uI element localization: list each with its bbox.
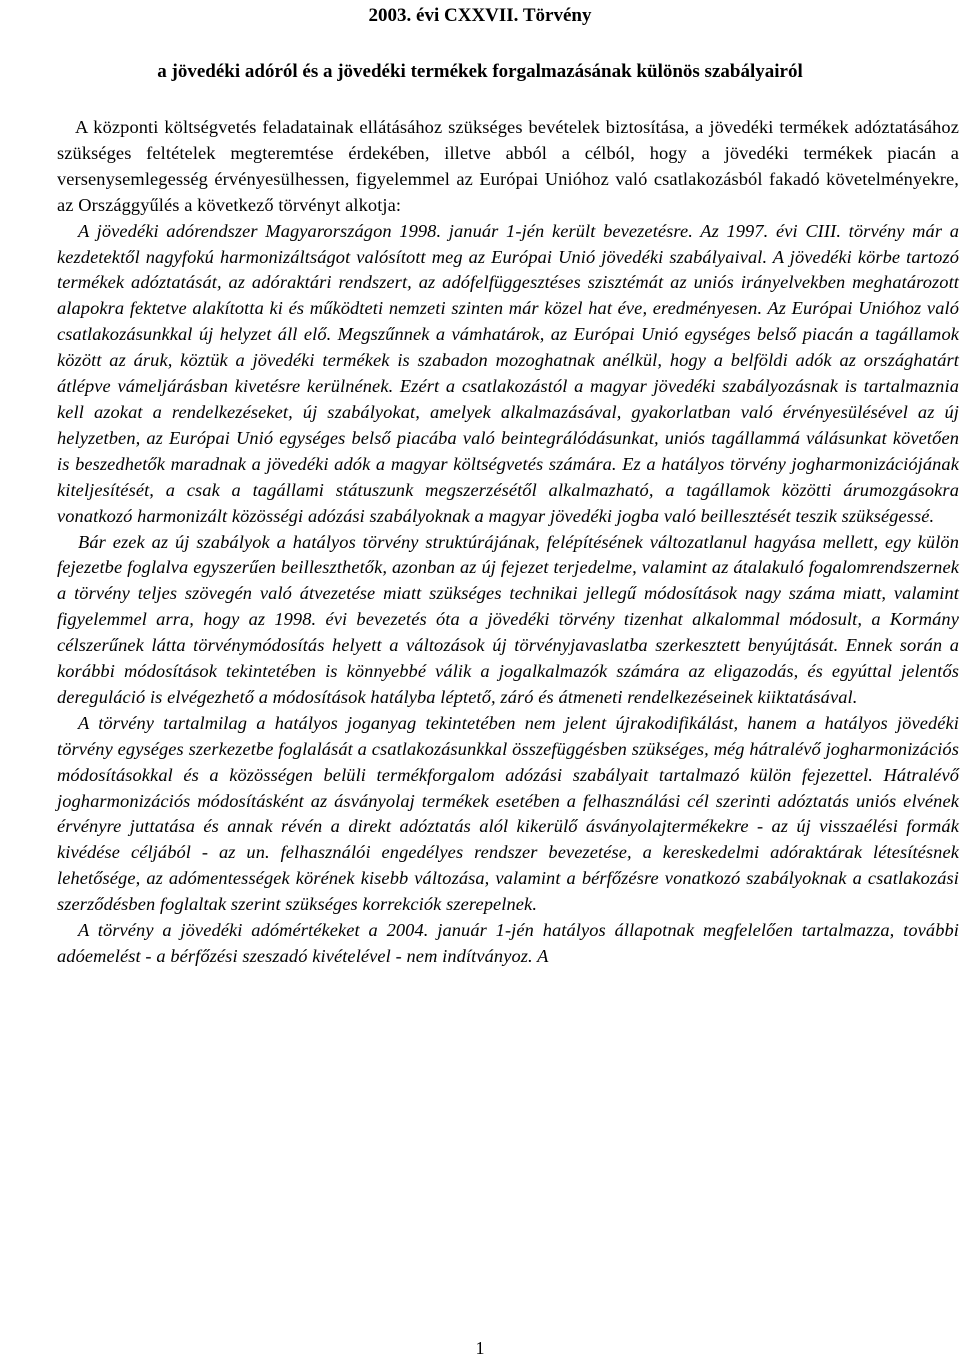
reasoning-paragraph: A törvény tartalmilag a hatályos joganyag tekintetében nem jelent újrakodifikálást, hanem a hatályos jövedéki törvény egységes szerkezetbe foglalását a csatlakozásunkkal összefüggésben szükséges, még hátralévő jogharmonizációs módosításokkal és a közösségen belüli termékforgalom adózási szabályait tartalmazó külön fejezettel. Hátralévő jogharmonizációs módosításként az ásványolaj termékek esetében a felhasználási cél szerinti adóztatás uniós elvének érvényre juttatása és annak révén a direkt adóztatás alól kikerülő ásványolajtermékekre - az új visszaélési formák kivédése céljából - az un. felhasználói engedélyes rendszer bevezetése, a kereskedelmi adóraktárak létesítésnek lehetősége, az adómentességek körének kisebb változása, valamint a bérfőzésre vonatkozó szabályoknak a csatlakozási szerződésben foglaltak szerint szükséges korrekciók szerepelnek. <box>57 712 959 915</box>
reasoning-paragraph: Bár ezek az új szabályok a hatályos törvény struktúrájának, felépítésének változatlanul hagyása mellett, egy külön fejezetbe foglalva egyszerűen beilleszthetők, azonban az új fejezet terjedelme, valamint az átalakuló fogalomrendszernek a törvény teljes szövegén való átvezetése miatt szükséges technikai jellegű módosítások nagy száma miatt, valamint figyelemmel arra, hogy az 1998. évi bevezetés óta a jövedéki törvény tizenhat alkalommal módosult, a Kormány célszerűnek látta törvénymódosítás helyett a változások új törvényjavaslatba szerkesztett benyújtását. Ennek során a korábbi módosítások tekintetében is könnyebbé válik a jogalkalmazók számára az eligazodás, és egyúttal jelentős dereguláció is elvégezhető a módosítások hatályba léptető, záró és átmeneti rendelkezéseinek kiiktatásával. <box>57 531 959 707</box>
page-number: 1 <box>475 1338 485 1358</box>
page-title: 2003. évi CXXVII. Törvény <box>368 5 592 26</box>
preamble-paragraph: A központi költségvetés feladatainak ellátásához szükséges bevételek biztosítása, a jövedéki termékek adóztatásához szükséges feltételek megteremtése érdekében, illetve abból a célból, hogy a jövedéki termékek piacán a versenysemlegesség érvényesülhessen, figyelemmel az Európai Unióhoz való csatlakozásból fakadó követelményekre, az Országgyűlés a következő törvényt alkotja: <box>57 117 959 215</box>
document-body <box>57 115 959 970</box>
page-subtitle: a jövedéki adóról és a jövedéki termékek forgalmazásának különös szabályairól <box>157 61 803 82</box>
reasoning-paragraph: A jövedéki adórendszer Magyarországon 1998. január 1-jén került bevezetésre. Az 1997. évi CIII. törvény már a kezdetektől nagyfokú harmonizáltságot valósított meg az Európai Unió jövedéki szabályaival. A jövedéki körbe tartozó termékek adóztatását, az adóraktári rendszert, az adófelfüggesztéses szisztémát az uniós irányelvekben meghatározott alapokra fektetve alakította ki és működteti nemzeti szinten már közel hat éve, eredményesen. Az Európai Unióhoz való csatlakozásunkkal új helyzet áll elő. Megszűnnek a vámhatárok, az Európai Unió egységes belső piacán a tagállamok között az áruk, köztük a jövedéki termékek is szabadon mozoghatnak anélkül, hogy a belföldi adók az országhatárt átlépve vámeljárásban kivetésre kerülnének. Ezért a csatlakozástól a magyar jövedéki szabályozásnak is tartalmaznia kell azokat a rendelkezéseket, új szabályokat, amelyek alkalmazásával, gyakorlatban való érvényesülésével az új helyzetben, az Európai Unió egységes belső piacába való beintegrálódásunkat, uniós tagállammá válásunkat követően is beszedhetők maradnak a jövedéki adók a magyar költségvetés számára. Ez a hatályos törvény jogharmonizációjának kiteljesítését, a csak a tagállami státuszunk megszerzésétől alkalmazható, a tagállamok közötti árumozgásokra vonatkozó harmonizált közösségi adózási szabályoknak a magyar jövedéki jogba való beillesztését teszik szükségessé. <box>57 220 959 526</box>
reasoning-paragraph: A törvény a jövedéki adómértékeket a 2004. január 1-jén hatályos állapotnak megfelelően tartalmazza, további adóemelést - a bérfőzési szeszadó kivételével - nem indítványoz. A <box>57 920 959 966</box>
reasoning-section <box>57 219 959 970</box>
preamble <box>57 115 959 219</box>
